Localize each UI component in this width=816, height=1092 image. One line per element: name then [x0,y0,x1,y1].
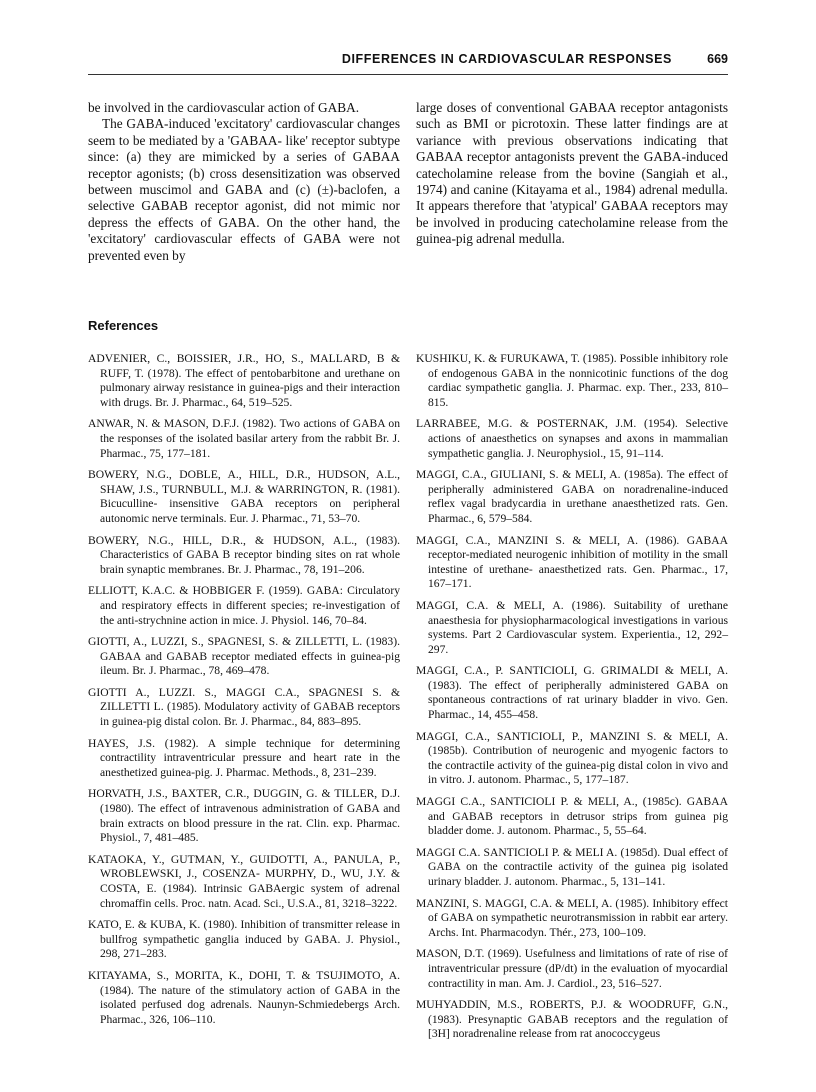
reference-entry: MAGGI, C.A., SANTICIOLI, P., MANZINI S. & MELI, A. (1985b). Contribution of neurogenic and myogenic factors to the contractile activity of the guinea-pig distal colon in vivo and in vitro. J. autonom. Pharmac., 5, 177–187. [416,729,728,787]
body-right-column [416,100,728,248]
body-paragraph: be involved in the cardiovascular action of GABA. [88,100,360,115]
reference-entry: BOWERY, N.G., HILL, D.R., & HUDSON, A.L., (1983). Characteristics of GABA B receptor binding sites on rat whole brain synaptic membranes. Br. J. Pharmac., 78, 191–206. [88,533,400,576]
reference-entry: LARRABEE, M.G. & POSTERNAK, J.M. (1954). Selective actions of anaesthetics on synapses and axons in mammalian sympathetic ganglia. J. Neurophysiol., 15, 91–114. [416,417,728,460]
page-number: 669 [707,52,728,66]
references-left-column [88,352,400,1034]
body-left-column [88,100,400,264]
reference-entry: MAGGI, C.A., P. SANTICIOLI, G. GRIMALDI & MELI, A. (1983). The effect of peripherally administered GABA on spontaneous contractions of rat urinary bladder in vivo. Gen. Pharmac., 14, 455–458. [416,664,728,722]
reference-entry: ANWAR, N. & MASON, D.F.J. (1982). Two actions of GABA on the responses of the isolated basilar artery from the rabbit Br. J. Pharmac., 75, 177–181. [88,417,400,460]
references-right-column [416,352,728,1049]
reference-entry: HORVATH, J.S., BAXTER, C.R., DUGGIN, G. & TILLER, D.J. (1980). The effect of intravenous administration of GABA and brain extracts on blood pressure in the rat. Clin. exp. Pharmac. Physiol., 7, 481–485. [88,787,400,845]
reference-entry: KUSHIKU, K. & FURUKAWA, T. (1985). Possible inhibitory role of endogenous GABA in the nonnicotinic functions of the dog cardiac sympathetic ganglia. J. Pharmac. exp. Ther., 233, 810–815. [416,352,728,409]
reference-entry: MAGGI C.A., SANTICIOLI P. & MELI, A., (1985c). GABAA and GABAB receptors in detrusor strips from guinea pig bladder dome. J. autonom. Pharmac., 5, 55–64. [416,795,728,838]
reference-entry: MAGGI, C.A., GIULIANI, S. & MELI, A. (1985a). The effect of peripherally administered GABA on noradrenaline-induced reflex vagal bradycardia in urethane anaesthetized rats. Gen. Pharmac., 6, 579–584. [416,468,728,525]
reference-entry: HAYES, J.S. (1982). A simple technique for determining contractility intraventricular pressure and heart rate in the anesthetized guinea-pig. J. Pharmac. Methods., 8, 231–239. [88,736,400,779]
reference-entry: MAGGI, C.A. & MELI, A. (1986). Suitability of urethane anaesthesia for physiopharmacological investigations in various systems. Part 2 Cardiovascular system. Experientia., 12, 292–297. [416,598,728,656]
reference-entry: ADVENIER, C., BOISSIER, J.R., HO, S., MALLARD, B & RUFF, T. (1978). The effect of pentobarbitone and urethane on pulmonary airway resistance in guinea-pigs and their interaction with drugs. Br. J. Pharmac., 64, 519–525. [88,352,400,409]
header-rule [88,74,728,75]
reference-entry: MAGGI C.A. SANTICIOLI P. & MELI A. (1985d). Dual effect of GABA on the contractile activity of the guinea pig isolated urinary bladder. J. autonom. Pharmac., 5, 131–141. [416,845,728,888]
reference-entry: KITAYAMA, S., MORITA, K., DOHI, T. & TSUJIMOTO, A. (1984). The nature of the stimulatory action of GABA in the isolated perfused dog adrenals. Naunyn-Schmiedebergs Arch. Pharmac., 326, 106–110. [88,968,400,1026]
reference-entry: BOWERY, N.G., DOBLE, A., HILL, D.R., HUDSON, A.L., SHAW, J.S., TURNBULL, M.J. & WARRINGTON, R. (1981). Bicuculline- insensitive GABA receptors on peripheral autonomic nerve terminals. Eur. J. Pharmac., 71, 53–70. [88,468,400,525]
reference-entry: MASON, D.T. (1969). Usefulness and limitations of rate of rise of intraventricular pressure (dP/dt) in the evaluation of myocardial contractility in man. Am. J. Cardiol., 23, 516–527. [416,947,728,990]
references-heading: References [88,318,159,333]
reference-entry: MANZINI, S. MAGGI, C.A. & MELI, A. (1985). Inhibitory effect of GABA on sympathetic neurotransmission in rabbit ear artery. Archs. Int. Pharmacodyn. Thér., 273, 100–109. [416,896,728,939]
running-title: DIFFERENCES IN CARDIOVASCULAR RESPONSES [341,52,672,66]
reference-entry: KATO, E. & KUBA, K. (1980). Inhibition of transmitter release in bullfrog sympathetic ganglia induced by GABA. J. Physiol., 298, 271–283. [88,918,400,961]
reference-entry: MAGGI, C.A., MANZINI S. & MELI, A. (1986). GABAA receptor-mediated neurogenic inhibition of motility in the small intestine of urethane- anaesthetized rats. Gen. Pharmac., 17, 167–171. [416,533,728,591]
reference-entry: MUHYADDIN, M.S., ROBERTS, P.J. & WOODRUFF, G.N., (1983). Presynaptic GABAB receptors and the regulation of [3H] noradrenaline release from rat anococcygeus [416,998,728,1041]
reference-entry: KATAOKA, Y., GUTMAN, Y., GUIDOTTI, A., PANULA, P., WROBLEWSKI, J., COSENZA- MURPHY, D., WU, J.Y. & COSTA, E. (1984). Intrinsic GABAergic system of adrenal chromaffin cells. Proc. natn. Acad. Sci., U.S.A., 81, 3218–3222. [88,852,400,910]
page-header [88,52,728,70]
body-paragraph: The GABA-induced 'excitatory' cardiovascular changes seem to be mediated by a 'GABAA- like' receptor subtype since: (a) they are mimicked by a series of GABAA receptor agonists; (b) cross desensitization was observed between muscimol and GABA and (c) (±)-baclofen, a selective GABAB receptor agonist, did not mimic nor depress the effects of GABA. On the other hand, the 'excitatory' cardiovascular effects of GABA were not prevented even by [88,116,400,263]
body-paragraph: large doses of conventional GABAA receptor antagonists such as BMI or picrotoxin. These latter findings are at variance with previous observations indicating that GABAA receptor antagonists prevent the GABA-induced catecholamine release from the bovine (Sangiah et al., 1974) and canine (Kitayama et al., 1984) adrenal medulla. It appears therefore that 'atypical' GABAA receptors may be involved in producing catecholamine release from the guinea-pig adrenal medulla. [416,100,728,247]
reference-entry: GIOTTI, A., LUZZI, S., SPAGNESI, S. & ZILLETTI, L. (1983). GABAA and GABAB receptor mediated effects in guinea-pig ileum. Br. J. Pharmac., 78, 469–478. [88,635,400,678]
reference-entry: GIOTTI A., LUZZI. S., MAGGI C.A., SPAGNESI S. & ZILLETTI L. (1985). Modulatory activity of GABAB receptors in guinea-pig distal colon. Br. J. Pharmac., 84, 883–895. [88,685,400,729]
reference-entry: ELLIOTT, K.A.C. & HOBBIGER F. (1959). GABA: Circulatory and respiratory effects in different species; re-investigation of the anti-strychnine action in mice. J. Physiol. 146, 70–84. [88,584,400,627]
